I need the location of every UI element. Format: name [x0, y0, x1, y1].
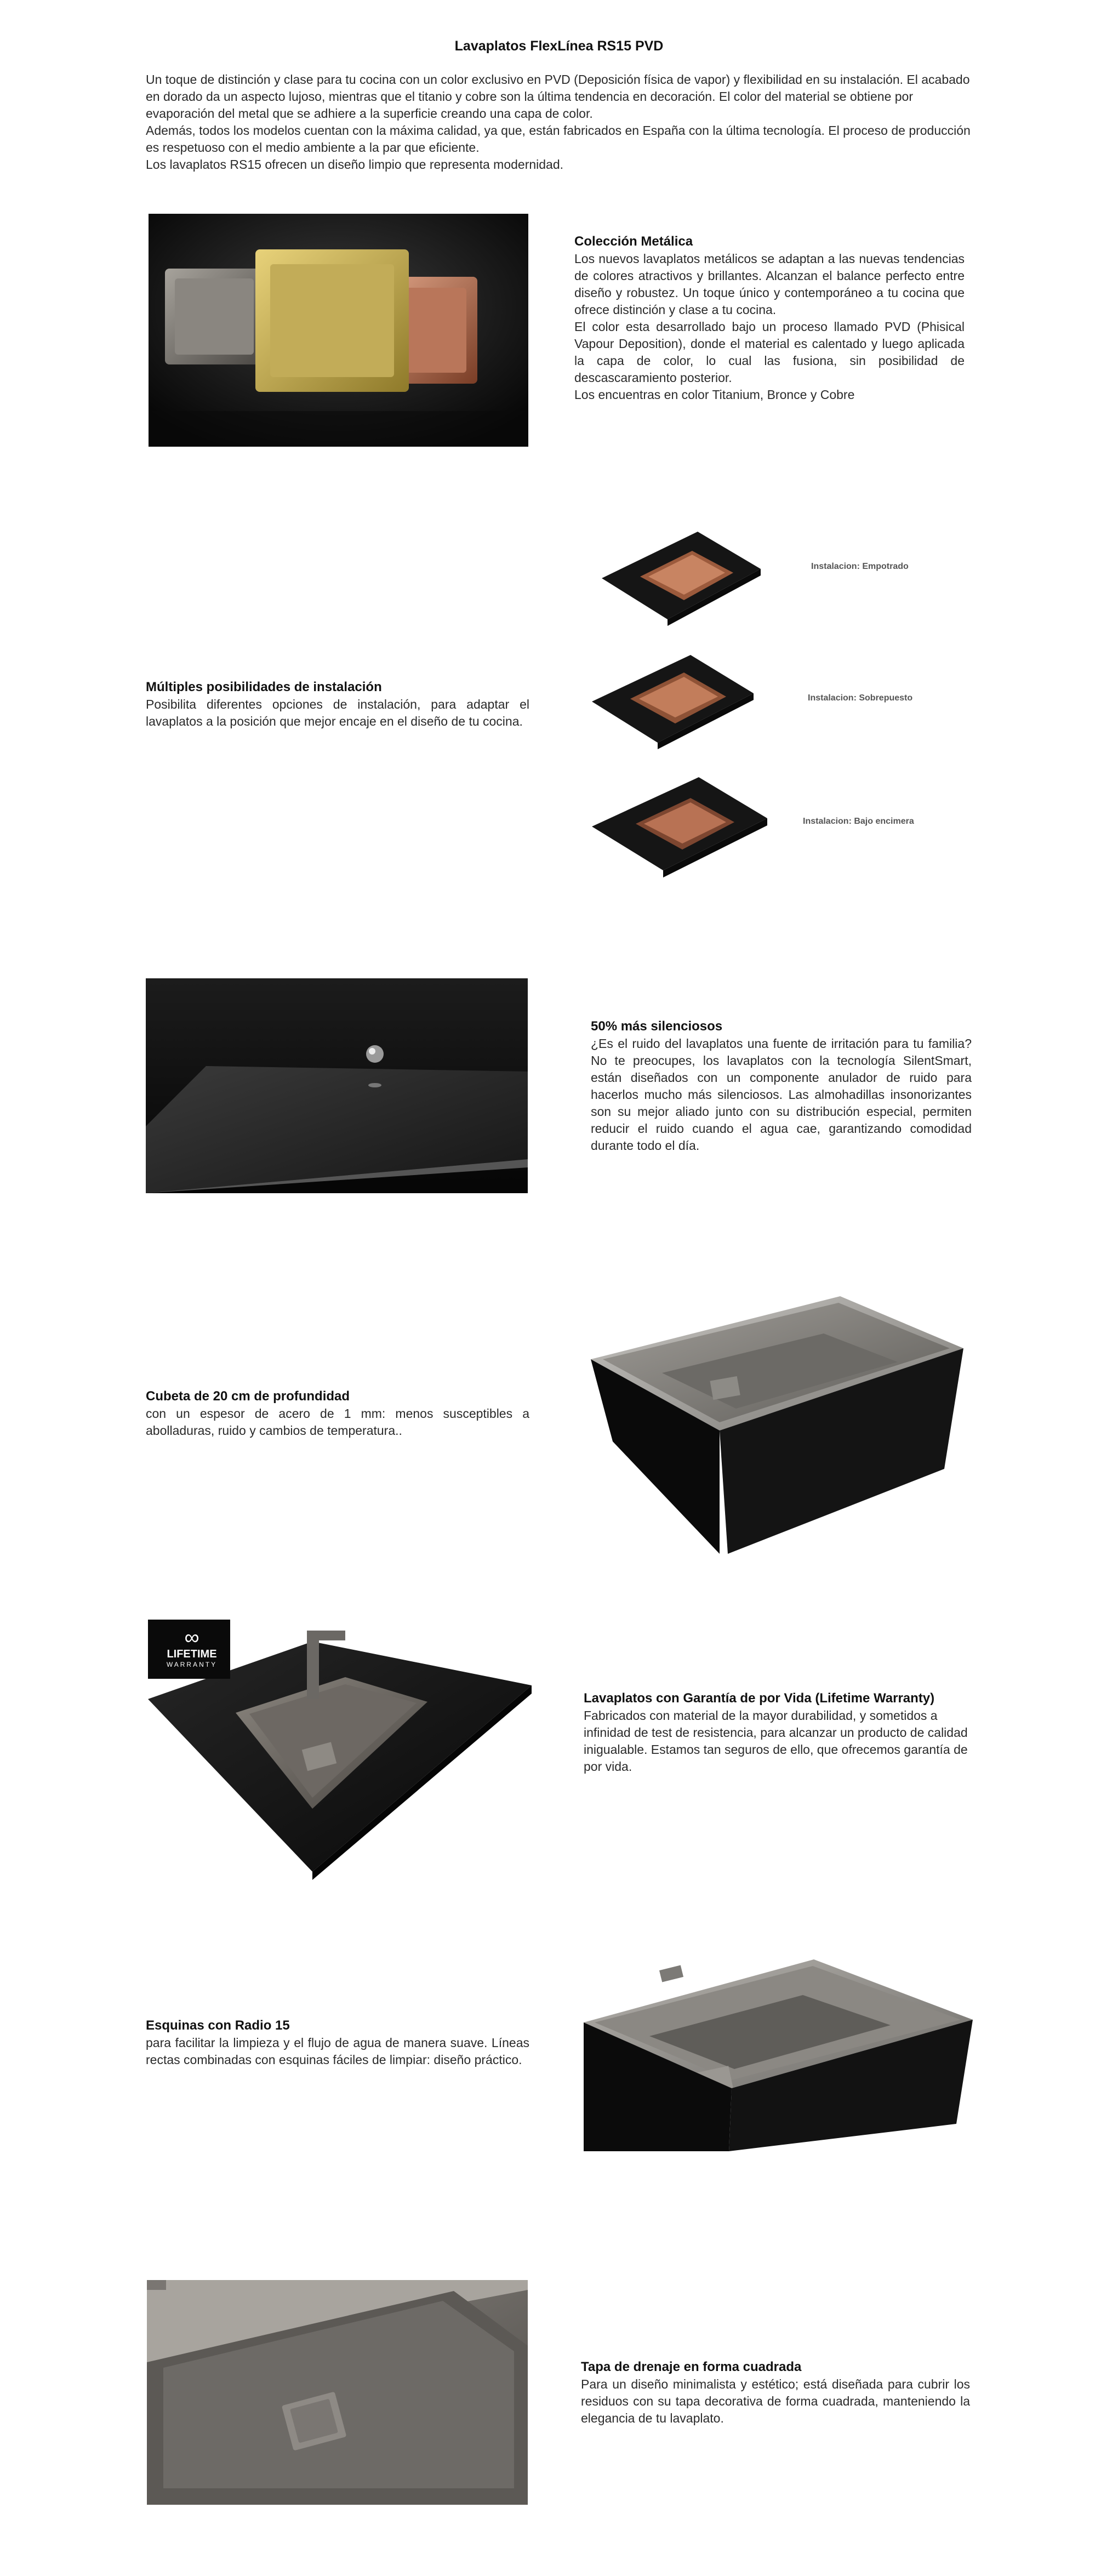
- section-heading: Lavaplatos con Garantía de por Vida (Lifetime Warranty): [584, 1691, 935, 1706]
- infinity-icon: ∞: [184, 1626, 199, 1649]
- section-heading: Cubeta de 20 cm de profundidad: [146, 1389, 350, 1404]
- section-warranty: [584, 1690, 973, 1775]
- section-corners: [146, 2017, 529, 2068]
- install-label-overmount: Instalacion: Sobrepuesto: [808, 693, 913, 703]
- section-heading: Múltiples posibilidades de instalación: [146, 680, 382, 694]
- section-paragraph: para facilitar la limpieza y el flujo de agua de manera suave. Líneas rectas combinadas con esquinas fáciles de limpiar: diseño práctico.: [146, 2036, 529, 2067]
- intro-paragraph: Además, todos los modelos cuentan con la máxima calidad, ya que, están fabricados en España con la última tecnología. El proceso de producción es respetuoso con el medio ambiente a la par que eficiente.: [146, 123, 971, 155]
- section-heading: Tapa de drenaje en forma cuadrada: [581, 2360, 802, 2374]
- metallic-collection-image: [149, 214, 528, 447]
- install-label-flush: Instalacion: Empotrado: [811, 562, 909, 571]
- section-paragraph: Para un diseño minimalista y estético; está diseñada para cubrir los residuos con su tapa decorativa de forma cuadrada, manteniendo la elegancia de tu lavaplato.: [581, 2377, 970, 2425]
- section-heading: 50% más silenciosos: [591, 1019, 723, 1034]
- section-metallic-collection: [574, 233, 965, 403]
- section-paragraph: Los nuevos lavaplatos metálicos se adaptan a las nuevas tendencias de colores atractivos y brillantes. Alcanzan el balance perfecto entre diseño y robustez. Un toque único y contemporáneo a tu cocina que ofrece distinción y clase a tu cocina.: [574, 252, 965, 317]
- section-installation: [146, 679, 529, 730]
- section-drain: [581, 2358, 970, 2427]
- page-title: Lavaplatos FlexLínea RS15 PVD: [454, 38, 664, 54]
- badge-subtitle: WARRANTY: [166, 1661, 218, 1668]
- section-paragraph: ¿Es el ruido del lavaplatos una fuente de irritación para tu familia? No te preocupes, los lavaplatos con la tecnología SilentSmart, están diseñados con un componente anulador de ruido para hacerlos mucho más silenciosos. Las almohadillas insonorizantes son su mejor aliado junto con su distribución especial, permiten reducir el ruido cuando el agua cae, garantizando comodidad durante todo el día.: [591, 1036, 972, 1153]
- section-paragraph: con un espesor de acero de 1 mm: menos susceptibles a abolladuras, ruido y cambios de temperatura..: [146, 1406, 529, 1438]
- install-flush-image: [602, 532, 761, 641]
- section-paragraph: Fabricados con material de la mayor durabilidad, y sometidos a infinidad de test de resistencia, para alcanzar un producto de calidad inigualable. Estamos tan seguros de ello, que ofrecemos garantía de por vida.: [584, 1708, 968, 1774]
- intro-paragraph: Los lavaplatos RS15 ofrecen un diseño limpio que representa modernidad.: [146, 157, 564, 172]
- section-paragraph: Los encuentras en color Titanium, Bronce y Cobre: [574, 387, 855, 402]
- install-undermount-image: [592, 777, 767, 892]
- section-heading: Esquinas con Radio 15: [146, 2018, 290, 2033]
- lifetime-warranty-badge: [155, 1625, 229, 1677]
- corner-radius-image: [584, 1959, 973, 2151]
- section-paragraph: Posibilita diferentes opciones de instalación, para adaptar el lavaplatos a la posición que mejor encaje en el diseño de tu cocina.: [146, 697, 529, 728]
- badge-title: LIFETIME: [167, 1648, 217, 1660]
- section-depth: [146, 1388, 529, 1439]
- silent-sink-image: [146, 978, 528, 1193]
- intro-text: [146, 71, 973, 173]
- section-heading: Colección Metálica: [574, 234, 693, 249]
- square-drain-image: [147, 2280, 528, 2505]
- install-overmount-image: [592, 655, 754, 765]
- install-label-undermount: Instalacion: Bajo encimera: [803, 817, 914, 826]
- deep-basin-image: [591, 1296, 963, 1554]
- section-paragraph: El color esta desarrollado bajo un proceso llamado PVD (Phisical Vapour Deposition), donde el material es calentado y luego aplicada la capa de color, lo cual las fusiona, sin posibilidad de descascaramiento posterior.: [574, 320, 965, 385]
- section-silent: [591, 1018, 972, 1154]
- intro-paragraph: Un toque de distinción y clase para tu cocina con un color exclusivo en PVD (Deposición física de vapor) y flexibilidad en su instalación. El acabado en dorado da un aspecto lujoso, mientras que el titanio y cobre son la última tendencia en decoración. El color del material se obtiene por evaporación del metal que se adhiere a la superficie creando una capa de color.: [146, 72, 970, 121]
